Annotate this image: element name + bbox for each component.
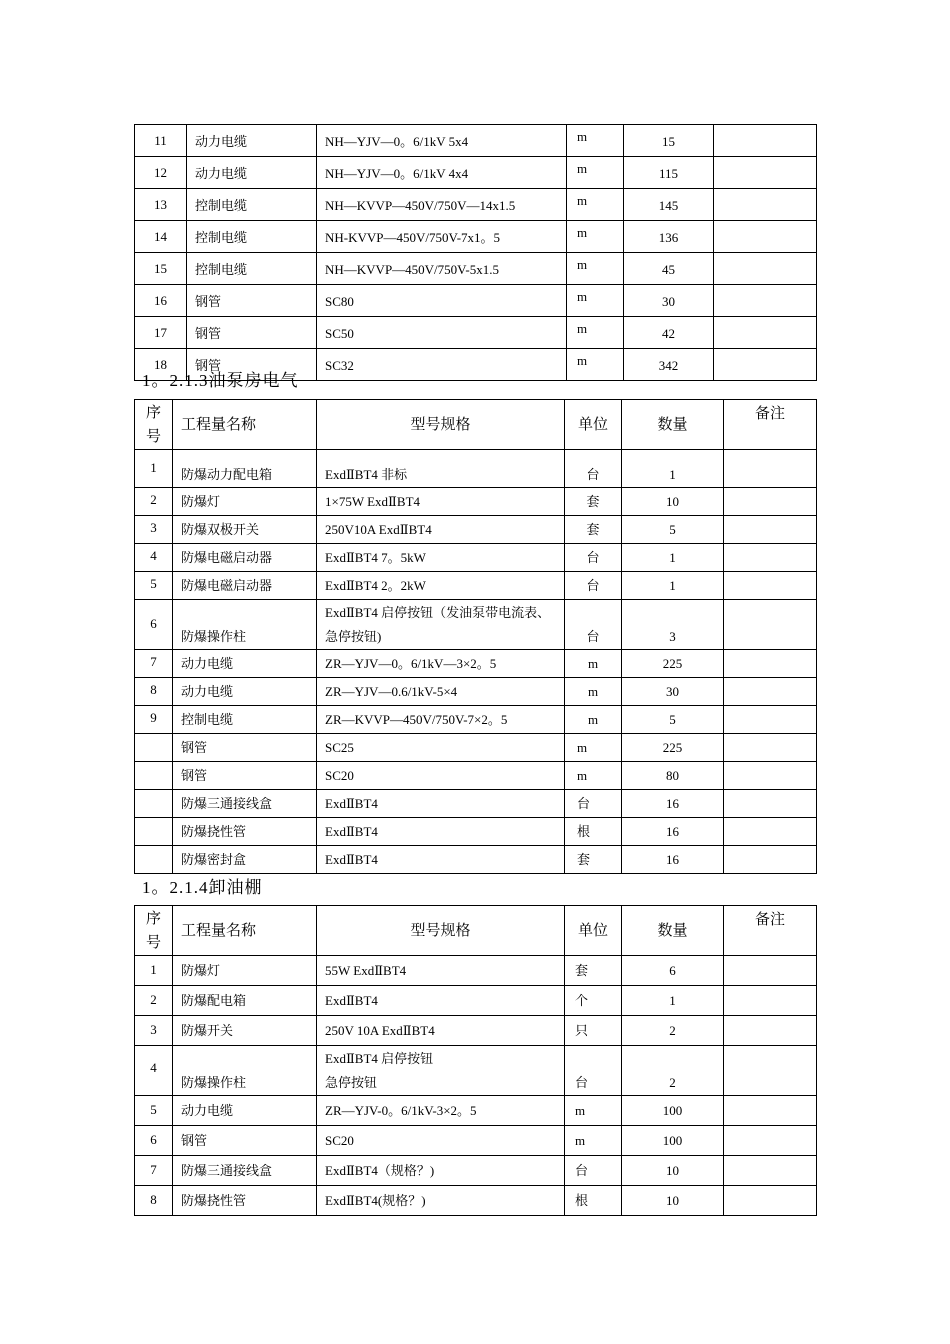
- item-name: 防爆三通接线盒: [173, 1156, 317, 1186]
- item-remark: [714, 157, 817, 189]
- item-remark: [724, 678, 817, 706]
- table-row: [135, 488, 817, 516]
- item-remark: [724, 544, 817, 572]
- item-unit: m: [565, 678, 622, 706]
- item-unit: m: [565, 1096, 622, 1126]
- row-number: 13: [135, 189, 187, 221]
- item-unit: 台: [565, 1046, 622, 1096]
- row-number: 16: [135, 285, 187, 317]
- item-unit: m: [567, 317, 624, 349]
- item-unit: m: [565, 650, 622, 678]
- item-spec: ExdⅡBT4(规格？): [317, 1186, 565, 1216]
- item-remark: [724, 450, 817, 488]
- item-remark: [724, 488, 817, 516]
- item-qty: 225: [622, 734, 724, 762]
- item-unit: 台: [565, 544, 622, 572]
- row-number: [135, 818, 173, 846]
- item-name: 防爆电磁启动器: [173, 544, 317, 572]
- item-qty: 342: [624, 349, 714, 381]
- item-spec: SC80: [317, 285, 567, 317]
- item-qty: 16: [622, 846, 724, 874]
- item-remark: [714, 189, 817, 221]
- item-name: 动力电缆: [173, 1096, 317, 1126]
- item-spec: 1×75W ExdⅡBT4: [317, 488, 565, 516]
- table-header-row: [135, 400, 817, 450]
- row-number: [135, 790, 173, 818]
- row-number: 7: [135, 1156, 173, 1186]
- row-number: 9: [135, 706, 173, 734]
- item-qty: 1: [622, 986, 724, 1016]
- item-unit: m: [567, 285, 624, 317]
- item-name: 防爆灯: [173, 956, 317, 986]
- item-qty: 115: [624, 157, 714, 189]
- header-no: 序号: [135, 400, 173, 450]
- row-number: 17: [135, 317, 187, 349]
- item-name: 防爆操作柱: [173, 1046, 317, 1096]
- table-row: [135, 253, 817, 285]
- item-remark: [724, 790, 817, 818]
- item-qty: 136: [624, 221, 714, 253]
- item-qty: 10: [622, 1186, 724, 1216]
- item-unit: m: [567, 189, 624, 221]
- item-qty: 16: [622, 790, 724, 818]
- item-name: 防爆三通接线盒: [173, 790, 317, 818]
- item-unit: 台: [565, 572, 622, 600]
- item-spec: ZR—YJV—0.6/1kV-5×4: [317, 678, 565, 706]
- item-remark: [724, 956, 817, 986]
- item-name: 动力电缆: [173, 650, 317, 678]
- table-row: [135, 790, 817, 818]
- item-unit: 根: [565, 818, 622, 846]
- item-name: 防爆密封盒: [173, 846, 317, 874]
- table-row: [135, 762, 817, 790]
- item-qty: 30: [624, 285, 714, 317]
- header-spec: 型号规格: [317, 400, 565, 450]
- item-remark: [724, 600, 817, 650]
- item-spec-line: 急停按钮: [325, 1074, 378, 1090]
- item-remark: [724, 818, 817, 846]
- item-spec: 55W ExdⅡBT4: [317, 956, 565, 986]
- row-number: 18: [135, 349, 187, 381]
- item-name: 控制电缆: [173, 706, 317, 734]
- item-remark: [724, 986, 817, 1016]
- row-number: 3: [135, 516, 173, 544]
- item-name: 钢管: [173, 1126, 317, 1156]
- item-unit: 套: [565, 956, 622, 986]
- item-qty: 80: [622, 762, 724, 790]
- item-name: 钢管: [187, 349, 317, 381]
- item-unit: m: [565, 1126, 622, 1156]
- section-214-heading: 1。2.1.4卸油棚: [142, 878, 263, 897]
- table-row: [135, 678, 817, 706]
- table-row: [135, 572, 817, 600]
- item-name: 防爆电磁启动器: [173, 572, 317, 600]
- item-qty: 15: [624, 125, 714, 157]
- item-qty: 2: [622, 1046, 724, 1096]
- header-no: 序号: [135, 906, 173, 956]
- item-spec: SC50: [317, 317, 567, 349]
- item-remark: [724, 516, 817, 544]
- row-number: 12: [135, 157, 187, 189]
- table-row: [135, 450, 817, 488]
- table-row: [135, 516, 817, 544]
- row-number: 7: [135, 650, 173, 678]
- row-number: 1: [135, 956, 173, 986]
- row-number: 15: [135, 253, 187, 285]
- item-name: 钢管: [173, 762, 317, 790]
- table-row: [135, 1156, 817, 1186]
- continuation-table: [134, 124, 817, 381]
- row-number: 2: [135, 488, 173, 516]
- header-name: 工程量名称: [173, 400, 317, 450]
- item-unit: 台: [565, 450, 622, 488]
- header-remark: 备注: [724, 906, 817, 956]
- item-spec: ExdⅡBT4 启停按钮（发油泵带电流表、急停按钮): [317, 600, 565, 650]
- item-name: 防爆灯: [173, 488, 317, 516]
- item-unit: m: [567, 221, 624, 253]
- item-name: 防爆开关: [173, 1016, 317, 1046]
- item-name: 防爆配电箱: [173, 986, 317, 1016]
- item-qty: 5: [622, 516, 724, 544]
- table-row: [135, 818, 817, 846]
- item-spec: NH-KVVP—450V/750V-7x1。5: [317, 221, 567, 253]
- table-row: [135, 706, 817, 734]
- item-qty: 3: [622, 600, 724, 650]
- table-header-row: [135, 906, 817, 956]
- item-name: 钢管: [173, 734, 317, 762]
- item-name: 控制电缆: [187, 253, 317, 285]
- row-number: [135, 734, 173, 762]
- table-row: [135, 544, 817, 572]
- row-number: 6: [135, 600, 173, 650]
- item-spec: ExdⅡBT4: [317, 846, 565, 874]
- item-qty: 1: [622, 544, 724, 572]
- item-name: 控制电缆: [187, 221, 317, 253]
- item-qty: 16: [622, 818, 724, 846]
- header-remark: 备注: [724, 400, 817, 450]
- item-spec: NH—KVVP—450V/750V-5x1.5: [317, 253, 567, 285]
- row-number: 5: [135, 572, 173, 600]
- item-spec: [317, 1046, 565, 1096]
- section-213-table: [134, 399, 817, 874]
- item-spec: NH—YJV—0。6/1kV 5x4: [317, 125, 567, 157]
- item-spec: ExdⅡBT4 2。2kW: [317, 572, 565, 600]
- row-number: 2: [135, 986, 173, 1016]
- table-row: [135, 986, 817, 1016]
- header-unit: 单位: [565, 906, 622, 956]
- item-spec: NH—KVVP—450V/750V—14x1.5: [317, 189, 567, 221]
- row-number: 4: [135, 1046, 173, 1096]
- item-spec: ExdⅡBT4 7。5kW: [317, 544, 565, 572]
- table-row: [135, 1016, 817, 1046]
- item-remark: [724, 762, 817, 790]
- item-qty: 5: [622, 706, 724, 734]
- item-spec: SC20: [317, 1126, 565, 1156]
- item-remark: [724, 1016, 817, 1046]
- row-number: 1: [135, 450, 173, 488]
- table-row: [135, 956, 817, 986]
- row-number: [135, 762, 173, 790]
- item-remark: [714, 253, 817, 285]
- item-qty: 45: [624, 253, 714, 285]
- row-number: 8: [135, 678, 173, 706]
- table-row: [135, 1096, 817, 1126]
- item-qty: 6: [622, 956, 724, 986]
- item-name: 动力电缆: [187, 157, 317, 189]
- item-name: 防爆挠性管: [173, 818, 317, 846]
- table-row: [135, 1186, 817, 1216]
- item-unit: 台: [565, 1156, 622, 1186]
- section-214-table: [134, 905, 817, 1216]
- item-unit: 个: [565, 986, 622, 1016]
- table-row: [135, 1046, 817, 1096]
- table-row: [135, 317, 817, 349]
- section-213-heading: 1。2.1.3油泵房电气: [142, 371, 299, 390]
- row-number: 14: [135, 221, 187, 253]
- item-spec: SC32: [317, 349, 567, 381]
- item-name: 钢管: [187, 317, 317, 349]
- item-remark: [724, 846, 817, 874]
- item-unit: m: [565, 706, 622, 734]
- item-qty: 2: [622, 1016, 724, 1046]
- item-name: 防爆挠性管: [173, 1186, 317, 1216]
- item-spec: ExdⅡBT4（规格？): [317, 1156, 565, 1186]
- item-spec: SC25: [317, 734, 565, 762]
- row-number: 3: [135, 1016, 173, 1046]
- item-unit: 根: [565, 1186, 622, 1216]
- table-row: [135, 285, 817, 317]
- item-spec: 250V 10A ExdⅡBT4: [317, 1016, 565, 1046]
- item-unit: 套: [565, 846, 622, 874]
- item-remark: [724, 1046, 817, 1096]
- table-row: [135, 189, 817, 221]
- item-spec: ExdⅡBT4 非标: [317, 450, 565, 488]
- row-number: [135, 846, 173, 874]
- item-spec: ExdⅡBT4: [317, 986, 565, 1016]
- header-unit: 单位: [565, 400, 622, 450]
- item-remark: [714, 125, 817, 157]
- item-spec: ZR—YJV-0。6/1kV-3×2。5: [317, 1096, 565, 1126]
- item-spec: ExdⅡBT4: [317, 790, 565, 818]
- item-remark: [724, 1156, 817, 1186]
- item-qty: 1: [622, 450, 724, 488]
- item-spec: 250V10A ExdⅡBT4: [317, 516, 565, 544]
- row-number: 8: [135, 1186, 173, 1216]
- item-remark: [724, 706, 817, 734]
- item-name: 控制电缆: [187, 189, 317, 221]
- item-unit: 只: [565, 1016, 622, 1046]
- table-row: [135, 846, 817, 874]
- item-unit: m: [565, 762, 622, 790]
- item-qty: 10: [622, 1156, 724, 1186]
- item-spec: ExdⅡBT4: [317, 818, 565, 846]
- item-qty: 10: [622, 488, 724, 516]
- item-unit: m: [567, 157, 624, 189]
- item-name: 防爆双极开关: [173, 516, 317, 544]
- header-qty: 数量: [622, 400, 724, 450]
- item-qty: 1: [622, 572, 724, 600]
- item-remark: [714, 221, 817, 253]
- item-qty: 100: [622, 1126, 724, 1156]
- row-number: 5: [135, 1096, 173, 1126]
- item-remark: [724, 650, 817, 678]
- table-row: [135, 125, 817, 157]
- item-remark: [724, 1126, 817, 1156]
- item-qty: 42: [624, 317, 714, 349]
- table-row: [135, 650, 817, 678]
- item-name: 动力电缆: [173, 678, 317, 706]
- row-number: 4: [135, 544, 173, 572]
- item-unit: m: [567, 125, 624, 157]
- header-qty: 数量: [622, 906, 724, 956]
- item-name: 钢管: [187, 285, 317, 317]
- item-remark: [724, 572, 817, 600]
- item-spec: NH—YJV—0。6/1kV 4x4: [317, 157, 567, 189]
- item-spec: SC20: [317, 762, 565, 790]
- table-row: [135, 734, 817, 762]
- item-qty: 100: [622, 1096, 724, 1126]
- item-unit: 套: [565, 488, 622, 516]
- item-remark: [724, 1096, 817, 1126]
- item-unit: m: [567, 349, 624, 381]
- table-row: [135, 600, 817, 650]
- item-spec: ZR—KVVP—450V/750V-7×2。5: [317, 706, 565, 734]
- item-remark: [714, 349, 817, 381]
- table-row: [135, 1126, 817, 1156]
- item-remark: [714, 317, 817, 349]
- item-unit: m: [565, 734, 622, 762]
- item-spec: ZR—YJV—0。6/1kV—3×2。5: [317, 650, 565, 678]
- row-number: 11: [135, 125, 187, 157]
- header-spec: 型号规格: [317, 906, 565, 956]
- item-qty: 30: [622, 678, 724, 706]
- item-qty: 225: [622, 650, 724, 678]
- item-unit: m: [567, 253, 624, 285]
- item-remark: [724, 734, 817, 762]
- header-name: 工程量名称: [173, 906, 317, 956]
- table-row: [135, 157, 817, 189]
- item-spec-line: ExdⅡBT4 启停按钮: [325, 1050, 434, 1066]
- item-unit: 套: [565, 516, 622, 544]
- item-name: 动力电缆: [187, 125, 317, 157]
- item-name: 防爆动力配电箱: [173, 450, 317, 488]
- item-qty: 145: [624, 189, 714, 221]
- item-unit: 台: [565, 790, 622, 818]
- item-unit: 台: [565, 600, 622, 650]
- item-remark: [714, 285, 817, 317]
- table-row: [135, 221, 817, 253]
- item-name: 防爆操作柱: [173, 600, 317, 650]
- item-remark: [724, 1186, 817, 1216]
- row-number: 6: [135, 1126, 173, 1156]
